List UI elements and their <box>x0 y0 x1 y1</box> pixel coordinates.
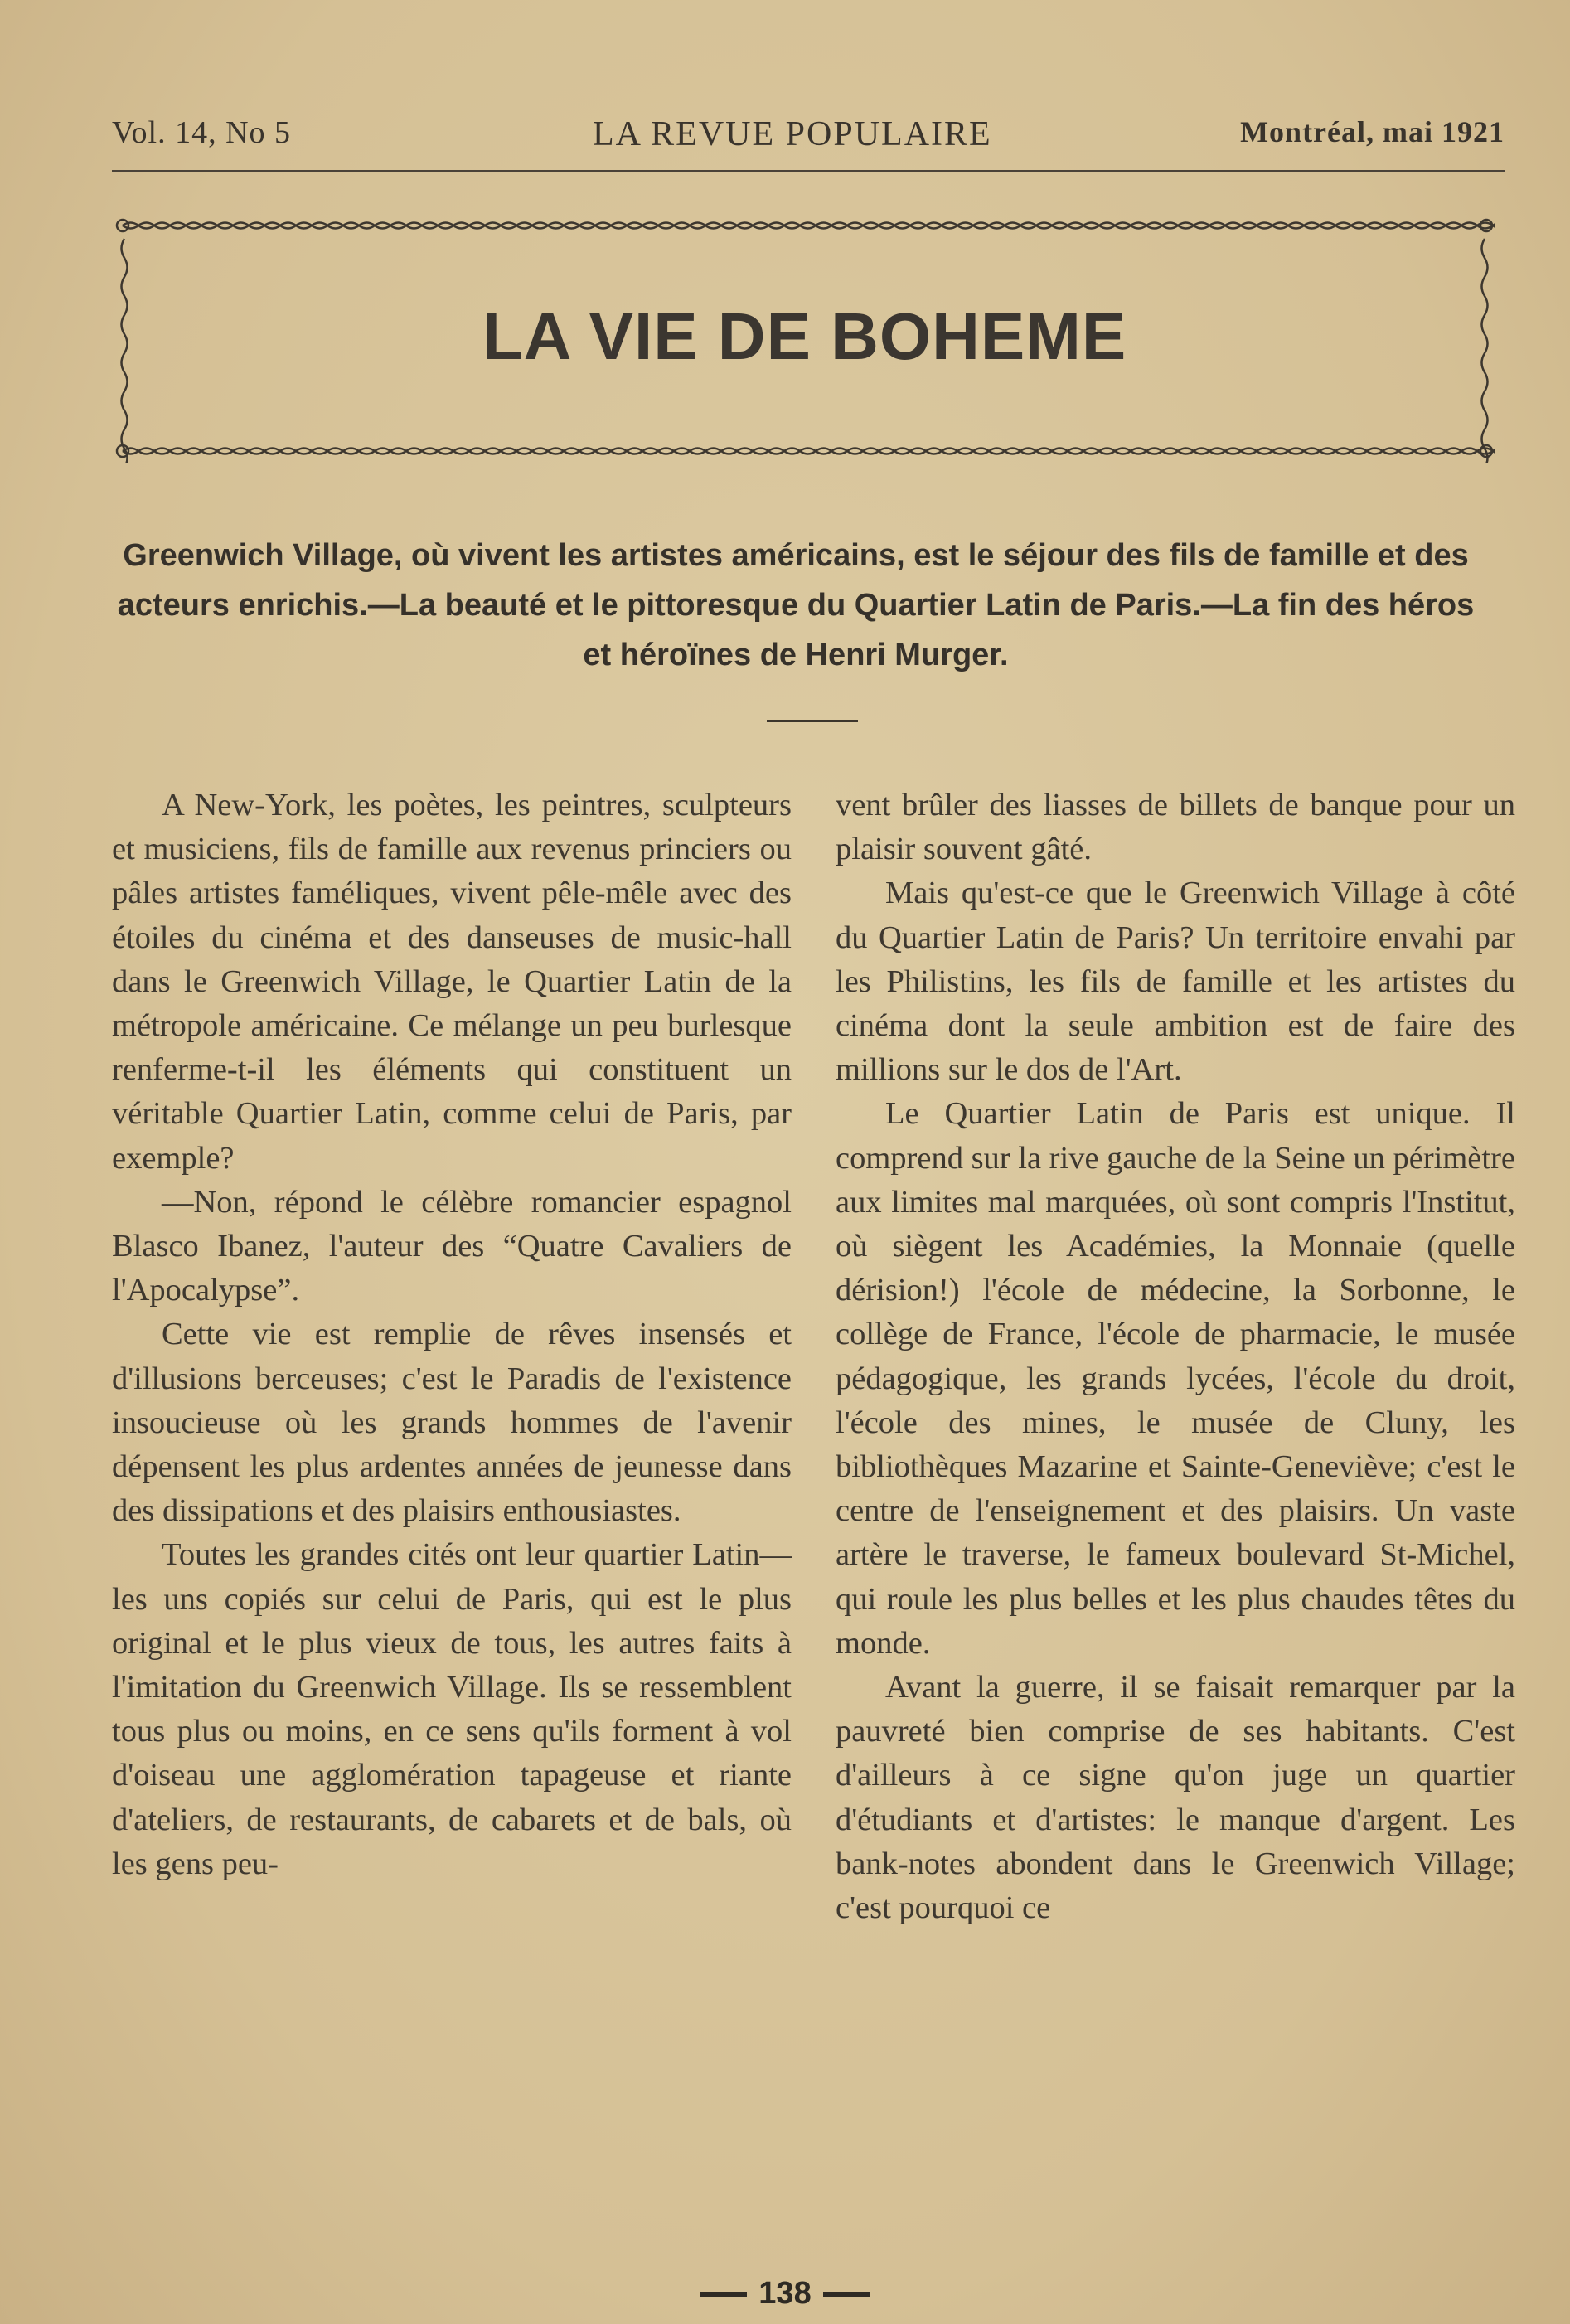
paragraph: Toutes les grandes cités ont leur quartier Latin—les uns copiés sur celui de Paris, qui est le plus original et le plus vieux de tous, les autres faits à l'imitation du Greenwich Village. Ils se ressemblent tous plus ou moins, en ce sens qu'ils forment à vol d'oiseau une agglomération tapageuse et riante d'ateliers, de restaurants, de cabarets et de bals, où les gens peu- <box>112 1537 792 1881</box>
journal-name: LA REVUE POPULAIRE <box>593 115 992 153</box>
paragraph: —Non, répond le célèbre romancier espagnol Blasco Ibanez, l'auteur des “Quatre Cavaliers de l'Apocalypse”. <box>112 1184 792 1308</box>
paragraph: Le Quartier Latin de Paris est unique. Il comprend sur la rive gauche de la Seine un périmètre aux limites mal marquées, où sont compris l'Institut, où siègent les Académies, la Monnaie (quelle dérision!) l'école de médecine, la Sorbonne, le collège de France, l'école de pharmacie, le musée pédagogique, les grands lycées, l'école du droit, l'école des mines, le musée de Cluny, les bibliothèques Mazarine et Sainte-Geneviève; c'est le centre de l'enseignement et des plaisirs. Un vaste artère le traverse, le fameux boulevard St-Michel, qui roule les plus belles et les plus chaudes têtes du monde. <box>836 1096 1515 1661</box>
header-rule <box>112 170 1505 172</box>
paragraph: Cette vie est remplie de rêves insensés et d'illusions berceuses; c'est le Paradis de l'existence insoucieuse où les grands hommes de l'avenir dépensent les plus ardentes années de jeunesse dans des dissipations et des plaisirs enthousiastes. <box>112 1317 792 1529</box>
volume-number: Vol. 14, No 5 <box>112 115 292 150</box>
paragraph: Avant la guerre, il se faisait remarquer par la pauvreté bien comprise de ses habitants. C'est d'ailleurs à ce signe qu'on juge un quartier d'étudiants et d'artistes: le manque d'argent. Les bank-notes abondent dans le Greenwich Village; c'est pourquoi ce <box>836 1670 1515 1926</box>
place-date: Montréal, mai 1921 <box>1240 115 1505 148</box>
section-divider <box>767 720 858 722</box>
folio-dash-left <box>700 2292 747 2297</box>
left-column <box>112 784 792 1886</box>
title-frame <box>114 214 1495 463</box>
paragraph-continued: vent brûler des liasses de billets de banque pour un plaisir souvent gâté. <box>836 788 1515 867</box>
page-number: 138 <box>758 2276 812 2311</box>
paragraph: Mais qu'est-ce que le Greenwich Village à côté du Quartier Latin de Paris? Un territoire envahi par les Philistins, les fils de famille et les artistes du cinéma dont la seule ambition est de faire des millions sur le dos de l'Art. <box>836 876 1515 1088</box>
running-head <box>112 114 1505 164</box>
article-subtitle: Greenwich Village, où vivent les artistes américains, est le séjour des fils de famille et des acteurs enrichis.—La beauté et le pittoresque du Quartier Latin de Paris.—La fin des héros et héroïnes de Henri Murger. <box>117 538 1475 672</box>
right-column <box>836 784 1515 1930</box>
border-corner <box>1480 220 1492 231</box>
paragraph: A New-York, les poètes, les peintres, sculpteurs et musiciens, fils de famille aux revenus princiers ou pâles artistes faméliques, vivent pêle-mêle avec des étoiles du cinéma et des danseuses de music-hall dans le Greenwich Village, le Quartier Latin de la métropole américaine. Ce mélange un peu burlesque renferme-t-il les éléments qui constituent un véritable Quartier Latin, comme celui de Paris, par exemple? <box>112 788 792 1176</box>
page-folio <box>0 2276 1570 2312</box>
article-title: LA VIE DE BOHEME <box>482 299 1127 373</box>
folio-dash-right <box>823 2292 870 2297</box>
